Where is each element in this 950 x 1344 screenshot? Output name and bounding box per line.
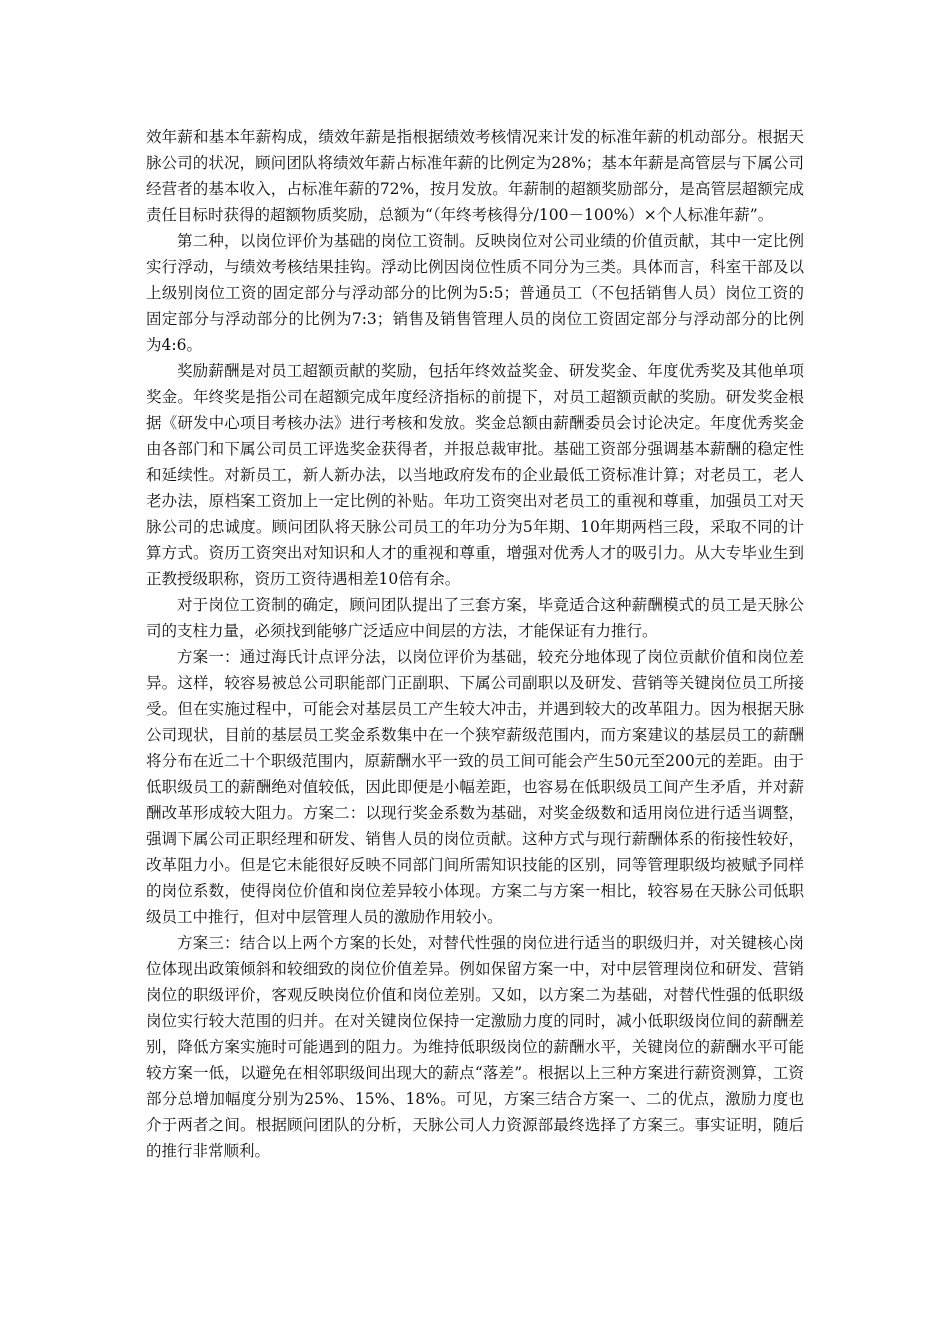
- paragraph-plan-one-two: 方案一：通过海氏计点评分法，以岗位评价为基础，较充分地体现了岗位贡献价值和岗位差异。这样，较容易被总公司职能部门正副职、下属公司副职以及研发、营销等关键岗位员工所接受。但在实施过程中，可能会对基层员工产生较大冲击，并遇到较大的改革阻力。因为根据天脉公司现状，目前的基层员工奖金系数集中在一个狭窄薪级范围内，而方案建议的基层员工的薪酬将分布在近二十个职级范围内，原薪酬水平一致的员工间可能会产生50元至200元的差距。由于低职级员工的薪酬绝对值较低，因此即便是小幅差距，也容易在低职级员工间产生矛盾，并对薪酬改革形成较大阻力。方案二：以现行奖金系数为基础，对奖金级数和适用岗位进行适当调整，强调下属公司正职经理和研发、销售人员的岗位贡献。这种方式与现行薪酬体系的衔接性较好，改革阻力小。但是它未能很好反映不同部门间所需知识技能的区别，同等管理职级均被赋予同样的岗位系数，使得岗位价值和岗位差异较小体现。方案二与方案一相比，较容易在天脉公司低职级员工中推行，但对中层管理人员的激励作用较小。: [146, 648, 804, 926]
- paragraph-three-plans-intro: 对于岗位工资制的确定，顾问团队提出了三套方案，毕竟适合这种薪酬模式的员工是天脉公司的支柱力量，必须找到能够广泛适应中间层的方法，才能保证有力推行。: [146, 596, 804, 640]
- paragraph-position-wage: 第二种，以岗位评价为基础的岗位工资制。反映岗位对公司业绩的价值贡献，其中一定比例实行浮动，与绩效考核结果挂钩。浮动比例因岗位性质不同分为三类。具体而言，科室干部及以上级别岗位工资的固定部分与浮动部分的比例为5:5；普通员工（不包括销售人员）岗位工资的固定部分与浮动部分的比例为7:3；销售及销售管理人员的岗位工资固定部分与浮动部分的比例为4:6。: [146, 232, 804, 354]
- document-body: [146, 124, 804, 1164]
- paragraph-bonus-compensation: 奖励薪酬是对员工超额贡献的奖励，包括年终效益奖金、研发奖金、年度优秀奖及其他单项奖金。年终奖是指公司在超额完成年度经济指标的前提下，对员工超额贡献的奖励。研发奖金根据《研发中心项目考核办法》进行考核和发放。奖金总额由薪酬委员会讨论决定。年度优秀奖金由各部门和下属公司员工评选奖金获得者，并报总裁审批。基础工资部分强调基本薪酬的稳定性和延续性。对新员工，新人新办法，以当地政府发布的企业最低工资标准计算；对老员工，老人老办法，原档案工资加上一定比例的补贴。年功工资突出对老员工的重视和尊重，加强员工对天脉公司的忠诚度。顾问团队将天脉公司员工的年功分为5年期、10年期两档三段，采取不同的计算方式。资历工资突出对知识和人才的重视和尊重，增强对优秀人才的吸引力。从大专毕业生到正教授级职称，资历工资待遇相差10倍有余。: [146, 362, 804, 588]
- paragraph-plan-three: 方案三：结合以上两个方案的长处，对替代性强的岗位进行适当的职级归并，对关键核心岗位体现出政策倾斜和较细致的岗位价值差异。例如保留方案一中，对中层管理岗位和研发、营销岗位的职级评价，客观反映岗位价值和岗位差别。又如，以方案二为基础，对替代性强的低职级岗位实行较大范围的归并。在对关键岗位保持一定激励力度的同时，减小低职级岗位间的薪酬差别，降低方案实施时可能遇到的阻力。为维持低职级岗位的薪酬水平，关键岗位的薪酬水平可能较方案一低，以避免在相邻职级间出现大的薪点“落差”。根据以上三种方案进行薪资测算，工资部分总增加幅度分别为25%、15%、18%。可见，方案三结合方案一、二的优点，激励力度也介于两者之间。根据顾问团队的分析，天脉公司人力资源部最终选择了方案三。事实证明，随后的推行非常顺利。: [146, 934, 804, 1160]
- paragraph-annual-salary: 效年薪和基本年薪构成，绩效年薪是指根据绩效考核情况来计发的标准年薪的机动部分。根据天脉公司的状况，顾问团队将绩效年薪占标准年薪的比例定为28%；基本年薪是高管层与下属公司经营者的基本收入，占标准年薪的72%，按月发放。年薪制的超额奖励部分，是高管层超额完成责任目标时获得的超额物质奖励，总额为“（年终考核得分/100－100%）×个人标准年薪”。: [146, 128, 804, 224]
